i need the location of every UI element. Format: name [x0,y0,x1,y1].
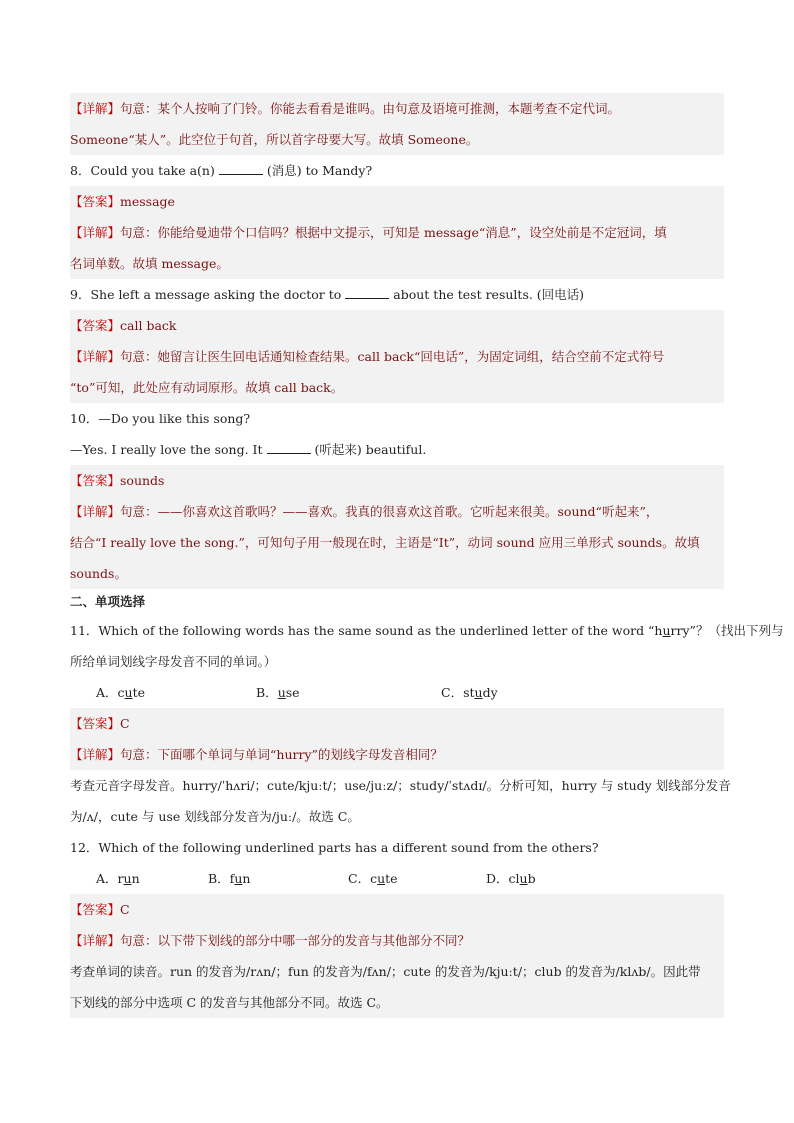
question-9: 9．She left a message asking the doctor to about the test results. (回电话) [70,287,585,302]
question-12: 12．Which of the following underlined parts has a different sound from the others? [70,840,599,855]
q9-answer: 【答案】call back [70,310,724,341]
q10-answer: 【答案】sounds [70,465,724,496]
q12-detail-line2: 考查单词的读音。run 的发音为/rʌn/；fun 的发音为/fʌn/；cute 的发音为/kjuːt/；club 的发音为/klʌb/。因此带 [70,956,724,987]
option-c[interactable]: C．study [441,685,498,700]
option-a[interactable]: A．cute [96,685,146,700]
q10-detail-line1: 【详解】句意：——你喜欢这首歌吗？——喜欢。我真的很喜欢这首歌。它听起来很美。sound“听起来”， [70,496,724,527]
detail-tag: 【详解】 [70,349,121,364]
q9-detail-line1: 【详解】句意：她留言让医生回电话通知检查结果。call back“回电话”，为固定词组，结合空前不定式符号 [70,341,724,372]
q8-detail-line2: 名词单数。故填 message。 [70,248,724,279]
detail-tag: 【详解】 [70,933,121,948]
q7-detail-line1: 【详解】句意：某个人按响了门铃。你能去看看是谁吗。由句意及语境可推测，本题考查不定代词。 [70,93,724,124]
answer-blank [219,162,263,175]
q11-detail-line2: 考查元音字母发音。hurry/ˈhʌri/；cute/kjuːt/；use/juːz/；study/ˈstʌdɪ/。分析可知，hurry 与 study 划线部分发音 [70,778,731,793]
q9-detail-line2: “to”可知，此处应有动词原形。故填 call back。 [70,372,724,403]
answer-tag: 【答案】 [70,473,121,488]
q11-options [70,677,724,708]
option-c[interactable]: C．cute [348,871,398,886]
detail-tag: 【详解】 [70,747,121,762]
question-11-line1: 11．Which of the following words has the same sound as the underlined letter of the word “hurry”？（找出下列与 [70,623,784,638]
detail-tag: 【详解】 [70,101,121,116]
answer-tag: 【答案】 [70,716,121,731]
q12-options [70,863,724,894]
detail-tag: 【详解】 [70,225,121,240]
q11-answer: 【答案】C [70,708,724,739]
q11-detail-line3: 为/ʌ/，cute 与 use 划线部分发音为/juː/。故选 C。 [70,809,360,824]
answer-tag: 【答案】 [70,902,121,917]
question-8: 8．Could you take a(n) (消息) to Mandy? [70,163,373,178]
document-page [70,93,784,1018]
q12-answer: 【答案】C [70,894,724,925]
q8-answer: 【答案】message [70,186,724,217]
option-d[interactable]: D．club [486,871,536,886]
q12-detail-line1: 【详解】句意：以下带下划线的部分中哪一部分的发音与其他部分不同？ [70,925,724,956]
question-11-line2: 所给单词划线字母发音不同的单词。） [70,654,277,669]
section-heading: 二、单项选择 [70,594,146,609]
q8-detail-line1: 【详解】句意：你能给曼迪带个口信吗？根据中文提示，可知是 message“消息”，设空处前是不定冠词，填 [70,217,724,248]
q7-detail-line2: Someone“某人”。此空位于句首，所以首字母要大写。故填 Someone。 [70,124,724,155]
q12-detail-line3: 下划线的部分中选项 C 的发音与其他部分不同。故选 C。 [70,987,724,1018]
q10-detail-line2: 结合“I really love the song.”，可知句子用一般现在时，主语是“It”，动词 sound 应用三单形式 sounds。故填 [70,527,724,558]
question-10-line2: —Yes. I really love the song. It (听起来) beautiful. [70,442,427,457]
detail-tag: 【详解】 [70,504,121,519]
answer-blank [267,441,311,454]
answer-tag: 【答案】 [70,318,121,333]
q10-detail-line3: sounds。 [70,558,724,589]
question-10-line1: 10．—Do you like this song? [70,411,251,426]
option-b[interactable]: B．use [256,685,300,700]
answer-blank [345,286,389,299]
q11-detail-line1: 【详解】句意：下面哪个单词与单词“hurry”的划线字母发音相同？ [70,739,724,770]
option-b[interactable]: B．fun [208,871,251,886]
answer-tag: 【答案】 [70,194,121,209]
option-a[interactable]: A．run [96,871,140,886]
